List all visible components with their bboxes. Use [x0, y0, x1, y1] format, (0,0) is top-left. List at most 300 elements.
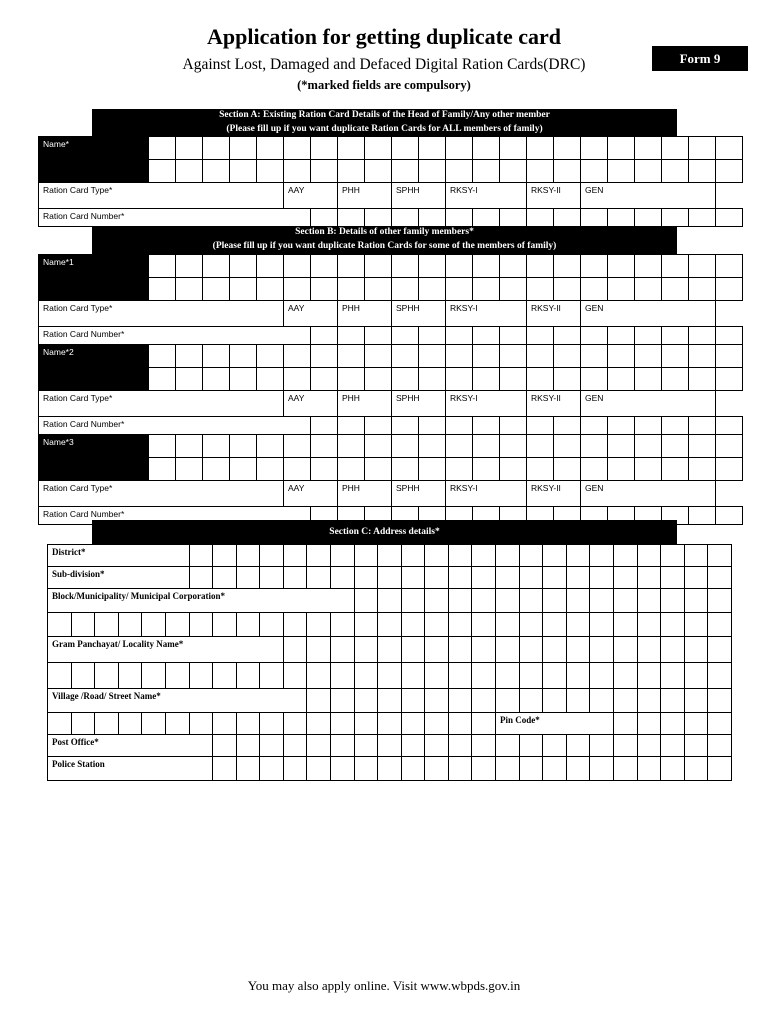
char-box[interactable] — [260, 663, 284, 689]
char-box[interactable] — [95, 613, 119, 637]
char-box[interactable] — [378, 689, 402, 713]
char-box[interactable] — [378, 613, 402, 637]
char-box[interactable] — [635, 345, 662, 368]
char-box[interactable] — [48, 713, 72, 735]
char-box[interactable] — [473, 345, 500, 368]
char-box[interactable] — [708, 713, 732, 735]
char-box[interactable] — [519, 735, 543, 757]
char-box[interactable] — [446, 345, 473, 368]
char-box[interactable] — [613, 545, 637, 567]
char-box[interactable] — [554, 278, 581, 301]
char-box[interactable] — [519, 637, 543, 663]
char-box[interactable] — [401, 613, 425, 637]
char-box[interactable] — [716, 160, 743, 183]
char-box[interactable] — [338, 137, 365, 160]
char-box[interactable] — [189, 613, 213, 637]
char-box[interactable] — [581, 368, 608, 391]
char-box[interactable] — [661, 545, 685, 567]
char-box[interactable] — [331, 663, 355, 689]
char-box[interactable] — [519, 689, 543, 713]
char-box[interactable] — [176, 345, 203, 368]
char-box[interactable] — [378, 735, 402, 757]
char-box[interactable] — [716, 368, 743, 391]
char-box[interactable] — [684, 589, 708, 613]
char-box[interactable] — [543, 689, 567, 713]
char-box[interactable] — [500, 327, 527, 345]
char-box[interactable] — [365, 160, 392, 183]
char-box[interactable] — [613, 689, 637, 713]
char-box[interactable] — [392, 160, 419, 183]
char-box[interactable] — [661, 735, 685, 757]
char-box[interactable] — [637, 637, 661, 663]
char-box[interactable] — [425, 713, 449, 735]
char-box[interactable] — [48, 663, 72, 689]
char-box[interactable] — [307, 689, 331, 713]
card-type-option[interactable]: GEN — [581, 183, 716, 209]
char-box[interactable] — [500, 458, 527, 481]
char-box[interactable] — [608, 278, 635, 301]
char-box[interactable] — [496, 689, 520, 713]
char-box[interactable] — [708, 757, 732, 781]
char-box[interactable] — [554, 327, 581, 345]
char-box[interactable] — [401, 545, 425, 567]
card-type-option[interactable]: PHH — [338, 391, 392, 417]
card-type-option[interactable]: RKSY-II — [527, 301, 581, 327]
char-box[interactable] — [689, 345, 716, 368]
char-box[interactable] — [608, 435, 635, 458]
char-box[interactable] — [500, 417, 527, 435]
char-box[interactable] — [425, 637, 449, 663]
char-box[interactable] — [472, 613, 496, 637]
char-box[interactable] — [95, 663, 119, 689]
char-box[interactable] — [236, 713, 260, 735]
char-box[interactable] — [354, 637, 378, 663]
char-box[interactable] — [613, 613, 637, 637]
card-type-option[interactable]: AAY — [284, 301, 338, 327]
char-box[interactable] — [519, 663, 543, 689]
char-box[interactable] — [149, 255, 176, 278]
char-box[interactable] — [689, 255, 716, 278]
char-box[interactable] — [708, 637, 732, 663]
char-box[interactable] — [311, 435, 338, 458]
char-box[interactable] — [448, 757, 472, 781]
char-box[interactable] — [581, 255, 608, 278]
char-box[interactable] — [527, 160, 554, 183]
char-box[interactable] — [473, 255, 500, 278]
char-box[interactable] — [331, 567, 355, 589]
char-box[interactable] — [365, 345, 392, 368]
char-box[interactable] — [473, 435, 500, 458]
char-box[interactable] — [472, 689, 496, 713]
char-box[interactable] — [260, 567, 284, 589]
char-box[interactable] — [635, 327, 662, 345]
char-box[interactable] — [590, 735, 614, 757]
char-box[interactable] — [307, 663, 331, 689]
card-type-option[interactable]: RKSY-I — [446, 391, 527, 417]
char-box[interactable] — [613, 735, 637, 757]
char-box[interactable] — [425, 567, 449, 589]
char-box[interactable] — [500, 160, 527, 183]
char-box[interactable] — [257, 137, 284, 160]
char-box[interactable] — [283, 567, 307, 589]
char-box[interactable] — [446, 160, 473, 183]
char-box[interactable] — [472, 637, 496, 663]
char-box[interactable] — [708, 545, 732, 567]
char-box[interactable] — [378, 663, 402, 689]
char-box[interactable] — [401, 637, 425, 663]
char-box[interactable] — [446, 209, 473, 227]
card-type-option[interactable]: SPHH — [392, 391, 446, 417]
char-box[interactable] — [446, 278, 473, 301]
char-box[interactable] — [689, 458, 716, 481]
char-box[interactable] — [543, 637, 567, 663]
char-box[interactable] — [716, 507, 743, 525]
char-box[interactable] — [142, 613, 166, 637]
char-box[interactable] — [213, 757, 237, 781]
char-box[interactable] — [637, 757, 661, 781]
char-box[interactable] — [446, 137, 473, 160]
char-box[interactable] — [635, 458, 662, 481]
char-box[interactable] — [71, 663, 95, 689]
char-box[interactable] — [608, 345, 635, 368]
char-box[interactable] — [637, 589, 661, 613]
char-box[interactable] — [689, 368, 716, 391]
char-box[interactable] — [684, 637, 708, 663]
char-box[interactable] — [473, 137, 500, 160]
char-box[interactable] — [684, 735, 708, 757]
char-box[interactable] — [590, 637, 614, 663]
char-box[interactable] — [331, 757, 355, 781]
char-box[interactable] — [260, 735, 284, 757]
char-box[interactable] — [149, 458, 176, 481]
char-box[interactable] — [716, 345, 743, 368]
char-box[interactable] — [189, 567, 213, 589]
char-box[interactable] — [378, 757, 402, 781]
char-box[interactable] — [500, 137, 527, 160]
char-box[interactable] — [473, 160, 500, 183]
char-box[interactable] — [284, 255, 311, 278]
char-box[interactable] — [448, 663, 472, 689]
char-box[interactable] — [203, 278, 230, 301]
char-box[interactable] — [311, 278, 338, 301]
char-box[interactable] — [689, 417, 716, 435]
char-box[interactable] — [500, 209, 527, 227]
char-box[interactable] — [284, 368, 311, 391]
char-box[interactable] — [662, 345, 689, 368]
char-box[interactable] — [176, 368, 203, 391]
char-box[interactable] — [527, 345, 554, 368]
char-box[interactable] — [257, 368, 284, 391]
char-box[interactable] — [448, 713, 472, 735]
char-box[interactable] — [95, 713, 119, 735]
char-box[interactable] — [708, 735, 732, 757]
char-box[interactable] — [519, 613, 543, 637]
char-box[interactable] — [365, 137, 392, 160]
char-box[interactable] — [613, 637, 637, 663]
char-box[interactable] — [590, 567, 614, 589]
char-box[interactable] — [203, 160, 230, 183]
char-box[interactable] — [613, 663, 637, 689]
char-box[interactable] — [473, 327, 500, 345]
card-type-option[interactable]: SPHH — [392, 183, 446, 209]
char-box[interactable] — [661, 567, 685, 589]
char-box[interactable] — [230, 137, 257, 160]
char-box[interactable] — [378, 589, 402, 613]
char-box[interactable] — [338, 160, 365, 183]
char-box[interactable] — [590, 689, 614, 713]
char-box[interactable] — [236, 613, 260, 637]
char-box[interactable] — [613, 589, 637, 613]
char-box[interactable] — [689, 278, 716, 301]
char-box[interactable] — [425, 589, 449, 613]
char-box[interactable] — [716, 278, 743, 301]
char-box[interactable] — [448, 613, 472, 637]
char-box[interactable] — [419, 278, 446, 301]
char-box[interactable] — [176, 278, 203, 301]
char-box[interactable] — [419, 368, 446, 391]
char-box[interactable] — [543, 545, 567, 567]
char-box[interactable] — [635, 255, 662, 278]
char-box[interactable] — [71, 613, 95, 637]
char-box[interactable] — [365, 417, 392, 435]
char-box[interactable] — [338, 327, 365, 345]
char-box[interactable] — [230, 160, 257, 183]
char-box[interactable] — [354, 713, 378, 735]
char-box[interactable] — [189, 545, 213, 567]
char-box[interactable] — [689, 507, 716, 525]
char-box[interactable] — [419, 458, 446, 481]
char-box[interactable] — [473, 458, 500, 481]
char-box[interactable] — [425, 689, 449, 713]
char-box[interactable] — [519, 589, 543, 613]
char-box[interactable] — [260, 757, 284, 781]
char-box[interactable] — [708, 589, 732, 613]
char-box[interactable] — [527, 209, 554, 227]
char-box[interactable] — [260, 613, 284, 637]
char-box[interactable] — [473, 368, 500, 391]
char-box[interactable] — [635, 209, 662, 227]
char-box[interactable] — [608, 160, 635, 183]
char-box[interactable] — [213, 545, 237, 567]
char-box[interactable] — [142, 713, 166, 735]
char-box[interactable] — [230, 345, 257, 368]
char-box[interactable] — [354, 735, 378, 757]
char-box[interactable] — [496, 637, 520, 663]
char-box[interactable] — [401, 713, 425, 735]
char-box[interactable] — [519, 545, 543, 567]
char-box[interactable] — [581, 278, 608, 301]
char-box[interactable] — [496, 735, 520, 757]
char-box[interactable] — [689, 137, 716, 160]
char-box[interactable] — [716, 255, 743, 278]
char-box[interactable] — [543, 735, 567, 757]
char-box[interactable] — [338, 458, 365, 481]
char-box[interactable] — [230, 458, 257, 481]
char-box[interactable] — [392, 327, 419, 345]
char-box[interactable] — [608, 368, 635, 391]
char-box[interactable] — [581, 137, 608, 160]
char-box[interactable] — [684, 757, 708, 781]
card-type-option[interactable]: PHH — [338, 481, 392, 507]
char-box[interactable] — [448, 545, 472, 567]
char-box[interactable] — [401, 689, 425, 713]
char-box[interactable] — [590, 757, 614, 781]
char-box[interactable] — [689, 435, 716, 458]
char-box[interactable] — [365, 458, 392, 481]
char-box[interactable] — [566, 757, 590, 781]
char-box[interactable] — [149, 278, 176, 301]
char-box[interactable] — [189, 713, 213, 735]
char-box[interactable] — [311, 137, 338, 160]
char-box[interactable] — [307, 637, 331, 663]
char-box[interactable] — [203, 345, 230, 368]
char-box[interactable] — [637, 613, 661, 637]
char-box[interactable] — [590, 589, 614, 613]
char-box[interactable] — [473, 417, 500, 435]
char-box[interactable] — [284, 278, 311, 301]
char-box[interactable] — [554, 417, 581, 435]
char-box[interactable] — [637, 545, 661, 567]
char-box[interactable] — [527, 255, 554, 278]
char-box[interactable] — [448, 589, 472, 613]
char-box[interactable] — [661, 637, 685, 663]
char-box[interactable] — [608, 255, 635, 278]
char-box[interactable] — [165, 713, 189, 735]
char-box[interactable] — [203, 458, 230, 481]
char-box[interactable] — [519, 757, 543, 781]
char-box[interactable] — [354, 613, 378, 637]
char-box[interactable] — [419, 255, 446, 278]
card-type-option[interactable]: RKSY-II — [527, 481, 581, 507]
card-type-option[interactable]: AAY — [284, 183, 338, 209]
char-box[interactable] — [425, 613, 449, 637]
char-box[interactable] — [176, 255, 203, 278]
char-box[interactable] — [684, 613, 708, 637]
card-type-option[interactable]: RKSY-I — [446, 301, 527, 327]
char-box[interactable] — [425, 663, 449, 689]
char-box[interactable] — [354, 545, 378, 567]
char-box[interactable] — [118, 613, 142, 637]
card-type-option[interactable]: PHH — [338, 301, 392, 327]
char-box[interactable] — [392, 278, 419, 301]
char-box[interactable] — [684, 663, 708, 689]
char-box[interactable] — [283, 613, 307, 637]
char-box[interactable] — [311, 458, 338, 481]
char-box[interactable] — [338, 345, 365, 368]
char-box[interactable] — [684, 545, 708, 567]
char-box[interactable] — [566, 637, 590, 663]
char-box[interactable] — [608, 327, 635, 345]
char-box[interactable] — [307, 713, 331, 735]
char-box[interactable] — [500, 345, 527, 368]
char-box[interactable] — [338, 368, 365, 391]
char-box[interactable] — [613, 713, 637, 735]
char-box[interactable] — [527, 417, 554, 435]
char-box[interactable] — [257, 255, 284, 278]
char-box[interactable] — [446, 458, 473, 481]
card-type-option[interactable]: PHH — [338, 183, 392, 209]
char-box[interactable] — [661, 713, 685, 735]
char-box[interactable] — [213, 663, 237, 689]
card-type-option[interactable]: GEN — [581, 481, 716, 507]
char-box[interactable] — [331, 613, 355, 637]
char-box[interactable] — [284, 435, 311, 458]
char-box[interactable] — [527, 137, 554, 160]
char-box[interactable] — [419, 137, 446, 160]
char-box[interactable] — [149, 137, 176, 160]
char-box[interactable] — [496, 757, 520, 781]
char-box[interactable] — [401, 663, 425, 689]
char-box[interactable] — [284, 345, 311, 368]
char-box[interactable] — [608, 458, 635, 481]
char-box[interactable] — [176, 435, 203, 458]
char-box[interactable] — [716, 417, 743, 435]
char-box[interactable] — [354, 663, 378, 689]
char-box[interactable] — [213, 735, 237, 757]
char-box[interactable] — [566, 663, 590, 689]
char-box[interactable] — [118, 713, 142, 735]
char-box[interactable] — [311, 345, 338, 368]
char-box[interactable] — [311, 368, 338, 391]
char-box[interactable] — [401, 567, 425, 589]
card-type-option[interactable]: SPHH — [392, 301, 446, 327]
char-box[interactable] — [311, 417, 338, 435]
char-box[interactable] — [331, 637, 355, 663]
char-box[interactable] — [496, 567, 520, 589]
char-box[interactable] — [392, 368, 419, 391]
char-box[interactable] — [661, 757, 685, 781]
char-box[interactable] — [554, 435, 581, 458]
char-box[interactable] — [354, 567, 378, 589]
char-box[interactable] — [365, 368, 392, 391]
char-box[interactable] — [307, 613, 331, 637]
char-box[interactable] — [496, 613, 520, 637]
char-box[interactable] — [662, 278, 689, 301]
char-box[interactable] — [283, 757, 307, 781]
char-box[interactable] — [338, 209, 365, 227]
char-box[interactable] — [176, 458, 203, 481]
char-box[interactable] — [519, 567, 543, 589]
char-box[interactable] — [590, 663, 614, 689]
char-box[interactable] — [176, 160, 203, 183]
char-box[interactable] — [448, 637, 472, 663]
char-box[interactable] — [689, 209, 716, 227]
char-box[interactable] — [118, 663, 142, 689]
char-box[interactable] — [378, 637, 402, 663]
char-box[interactable] — [500, 255, 527, 278]
char-box[interactable] — [613, 567, 637, 589]
char-box[interactable] — [661, 589, 685, 613]
char-box[interactable] — [708, 613, 732, 637]
char-box[interactable] — [496, 589, 520, 613]
char-box[interactable] — [230, 435, 257, 458]
char-box[interactable] — [260, 713, 284, 735]
char-box[interactable] — [149, 345, 176, 368]
char-box[interactable] — [496, 663, 520, 689]
char-box[interactable] — [203, 255, 230, 278]
char-box[interactable] — [71, 713, 95, 735]
char-box[interactable] — [716, 327, 743, 345]
char-box[interactable] — [662, 209, 689, 227]
char-box[interactable] — [566, 689, 590, 713]
char-box[interactable] — [257, 160, 284, 183]
char-box[interactable] — [662, 255, 689, 278]
char-box[interactable] — [149, 368, 176, 391]
char-box[interactable] — [661, 663, 685, 689]
char-box[interactable] — [446, 255, 473, 278]
card-type-option[interactable]: GEN — [581, 301, 716, 327]
char-box[interactable] — [392, 417, 419, 435]
